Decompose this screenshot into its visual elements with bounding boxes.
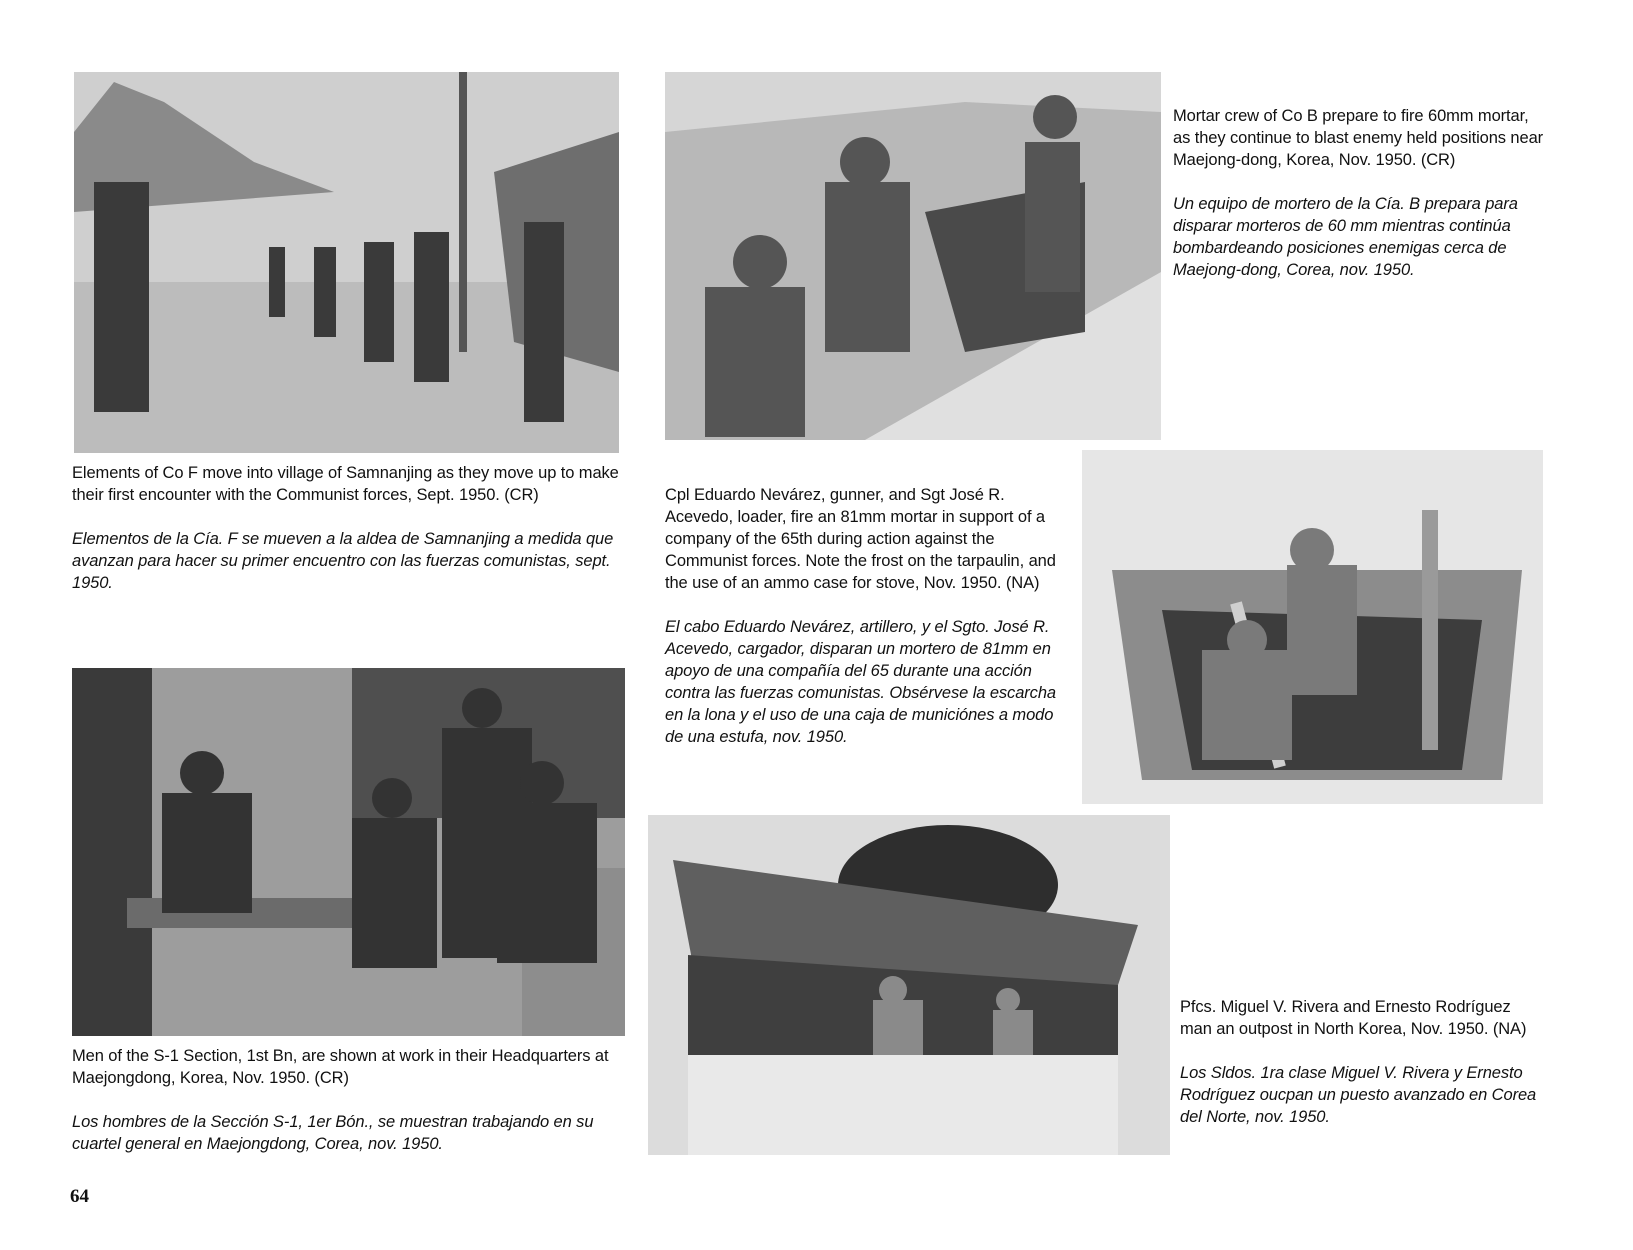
caption-spanish: Elementos de la Cía. F se mueven a la aldea de Samnanjing a medida que avanzan para hacer su primer encuentro con las fuerzas comunistas, sept. 1950. xyxy=(72,530,614,592)
caption-spanish: Un equipo de mortero de la Cía. B prepara para disparar morteros de 60 mm mientras continúa bombardeando posiciones enemigas cerca de Maejong-dong, Corea, nov. 1950. xyxy=(1173,195,1518,279)
caption-spanish: El cabo Eduardo Nevárez, artillero, y el Sgto. José R. Acevedo, cargador, disparan un mortero de 81mm en apoyo de una compañía del 65 durante una acción contra las fuerzas comunistas. Obsérvese la escarcha en la lona y el uso de una caja de municiónes a modo de una estufa, nov. 1950. xyxy=(665,618,1056,746)
caption-81mm-mortar xyxy=(665,484,1070,748)
caption-samnanjing xyxy=(72,462,622,594)
caption-spanish: Los Sldos. 1ra clase Miguel V. Rivera y Ernesto Rodríguez oucpan un puesto avanzado en Corea del Norte, nov. 1950. xyxy=(1180,1064,1537,1126)
caption-english: Cpl Eduardo Nevárez, gunner, and Sgt José R. Acevedo, loader, fire an 81mm mortar in support of a company of the 65th during action against the Communist forces. Note the frost on the tarpaulin, and the use of an ammo case for stove, Nov. 1950. (NA) xyxy=(665,486,1056,592)
caption-english: Mortar crew of Co B prepare to fire 60mm mortar, as they continue to blast enemy held positions near Maejong-dong, Korea, Nov. 1950. (CR) xyxy=(1173,107,1544,169)
caption-spanish: Los hombres de la Sección S-1, 1er Bón., se muestran trabajando en su cuartel general en Maejongdong, Corea, nov. 1950. xyxy=(72,1113,594,1153)
caption-outpost xyxy=(1180,996,1545,1128)
caption-english: Pfcs. Miguel V. Rivera and Ernesto Rodríguez man an outpost in North Korea, Nov. 1950. (NA) xyxy=(1180,998,1527,1038)
caption-s1-section xyxy=(72,1045,632,1155)
photo-s1-headquarters xyxy=(72,668,625,1036)
photo-81mm-mortar-pit xyxy=(1082,450,1543,804)
photo-mortar-crew-co-b xyxy=(665,72,1161,440)
caption-mortar-crew xyxy=(1173,105,1548,281)
caption-english: Elements of Co F move into village of Samnanjing as they move up to make their first encounter with the Communist forces, Sept. 1950. (CR) xyxy=(72,464,619,504)
caption-english: Men of the S-1 Section, 1st Bn, are shown at work in their Headquarters at Maejongdong, Korea, Nov. 1950. (CR) xyxy=(72,1047,609,1087)
photo-soldiers-marching-village xyxy=(74,72,619,453)
page-number: 64 xyxy=(70,1186,89,1207)
photo-outpost-bunker xyxy=(648,815,1170,1155)
